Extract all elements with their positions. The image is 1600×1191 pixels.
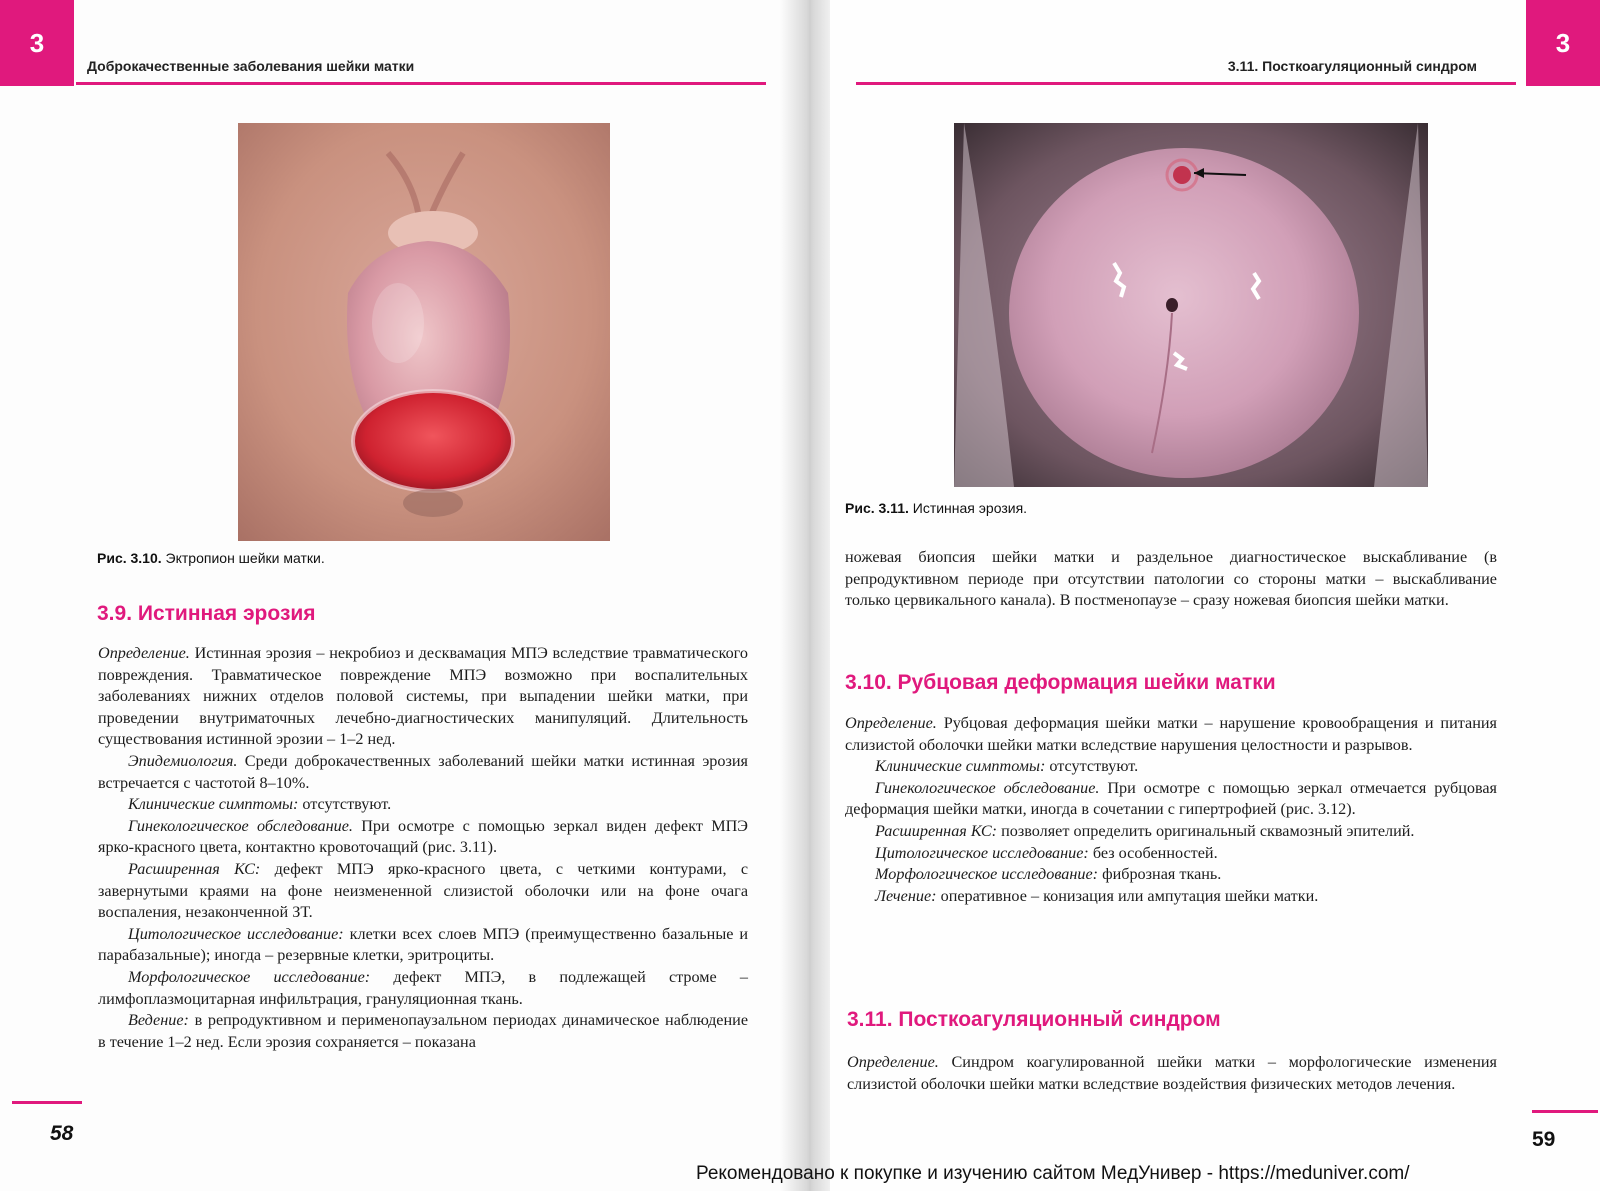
section-3-9-body [98,643,748,1053]
footer-rule [1532,1110,1598,1113]
term: Гинекологическое обследование. [875,778,1100,797]
chapter-tab [1526,0,1600,86]
term: Цитологическое исследование: [128,924,344,943]
paragraph-text: клетки всех слоев МПЭ (преимущественно базальные и парабазальные); иногда – резервные клетки, эритроциты. [98,924,748,965]
header-rule [856,82,1516,85]
paragraph [98,794,748,816]
paragraph [845,713,1497,756]
section-title-3-9: 3.9. Истинная эрозия [97,602,316,625]
paragraph [98,859,748,924]
figure-caption-text: Эктропион шейки матки. [165,550,325,566]
term: Лечение: [875,886,937,905]
paragraph-text: отсутствуют. [298,795,392,814]
term: Определение. [847,1053,939,1071]
paragraph-text: дефект МПЭ ярко-красного цвета, с четкими контурами, с завернутыми краями на фоне неизмененной слизистой оболочки или на фоне очага воспаления, незаконченной ЗТ. [98,859,748,922]
page-number: 59 [1532,1128,1556,1151]
term: Ведение: [128,1011,189,1030]
paragraph-text: дефект МПЭ, в подлежащей строме – лимфоплазмоцитарная инфильтрация, грануляционная ткань. [98,967,748,1008]
paragraph [98,816,748,859]
paragraph-text: в репродуктивном и перименопаузальном периодах динамическое наблюдение в течение 1–2 нед. Если эрозия сохраняется – показана [98,1011,748,1051]
paragraph-text: При осмотре с помощью зеркал виден дефект МПЭ ярко-красного цвета, контактно кровоточащий (рис. 3.11). [98,816,748,857]
paragraph [98,1010,748,1053]
paragraph-text: оперативное – конизация или ампутация шейки матки. [936,886,1319,905]
term: Клинические симптомы: [875,757,1046,776]
chapter-number: 3 [29,27,45,58]
true-erosion-photo-image [954,123,1428,487]
term: Гинекологическое обследование. [128,816,353,835]
figure-caption-text: Истинная эрозия. [912,500,1028,516]
figure-caption [845,500,1027,516]
paragraph [98,751,748,794]
paragraph [98,924,748,967]
paragraph-text: Истинная эрозия – некробиоз и десквамация МПЭ вследствие травматического повреждения. Травматическое повреждение МПЭ возможно при воспалительных заболеваниях нижних отделов половой системы, при выпадении шейки матки, при проведении внутриматочных лечебно-диагностических манипуляций. Длительность существования истинной эрозии – 1–2 нед. [98,644,748,749]
term: Морфологическое исследование: [128,967,371,986]
paragraph-text: без особенностей. [1088,843,1218,862]
section-title-3-11: 3.11. Посткоагуляционный синдром [847,1008,1221,1031]
chapter-tab [0,0,74,86]
paragraph [845,756,1497,778]
running-head: 3.11. Посткоагуляционный синдром [1227,58,1477,74]
chapter-number: 3 [1555,27,1571,58]
term: Определение. [845,714,937,732]
paragraph-text: фиброзная ткань. [1098,865,1222,884]
figure-true-erosion-photo [954,123,1428,487]
term: Расширенная КС: [128,859,261,878]
paragraph: ножевая биопсия шейки матки и раздельное диагностическое выскабливание (в репродуктивном периоде при отсутствии патологии со стороны матки – выскабливание только цервикального канала). В постменопаузе – сразу ножевая биопсия шейки матки. [845,548,1497,610]
watermark: Рекомендовано к покупке и изучению сайтом МедУнивер - https://meduniver.com/ [696,1163,1410,1184]
paragraph [845,778,1497,821]
term: Определение. [98,644,190,662]
header-rule [76,82,766,85]
ectropion-photo-image [238,123,610,541]
figure-caption [97,550,325,566]
footer-rule [12,1101,82,1104]
figure-label: Рис. 3.11. [845,500,909,516]
right-page [830,0,1600,1191]
paragraph [845,843,1497,865]
term: Морфологическое исследование: [875,865,1099,884]
running-head: Доброкачественные заболевания шейки матки [87,58,415,74]
term: Клинические симптомы: [128,795,299,814]
section-3-10-body [845,713,1497,907]
paragraph-text: При осмотре с помощью зеркал отмечается рубцовая деформация шейки матки, иногда в сочетании с гипертрофией (рис. 3.12). [845,778,1498,819]
term: Цитологическое исследование: [875,843,1089,862]
term: Расширенная КС: [875,821,998,840]
paragraph [845,886,1497,908]
paragraph [845,864,1497,886]
paragraph-text: Синдром коагулированной шейки матки – морфологические изменения слизистой оболочки шейки матки вследствие воздействия физических методов лечения. [847,1053,1497,1093]
paragraph [847,1052,1497,1095]
paragraph [845,821,1497,843]
paragraph-text: Рубцовая деформация шейки матки – нарушение кровообращения и питания слизистой оболочки шейки матки вследствие нарушения целостности и разрывов. [845,714,1497,754]
paragraph-text: отсутствуют. [1045,757,1139,776]
continuation-text [845,547,1497,612]
figure-label: Рис. 3.10. [97,550,162,566]
page-number: 58 [50,1122,74,1145]
paragraph-text: позволяет определить оригинальный сквамозный эпителий. [997,821,1415,840]
figure-ectropion-photo [238,123,610,541]
term: Эпидемиология. [128,751,238,770]
section-title-3-10: 3.10. Рубцовая деформация шейки матки [845,671,1276,694]
section-3-11-body [847,1052,1497,1095]
left-page [0,0,790,1191]
paragraph-text: Среди доброкачественных заболеваний шейки матки истинная эрозия встречается с частотой 8–10%. [98,751,748,792]
paragraph [98,643,748,751]
paragraph [98,967,748,1010]
